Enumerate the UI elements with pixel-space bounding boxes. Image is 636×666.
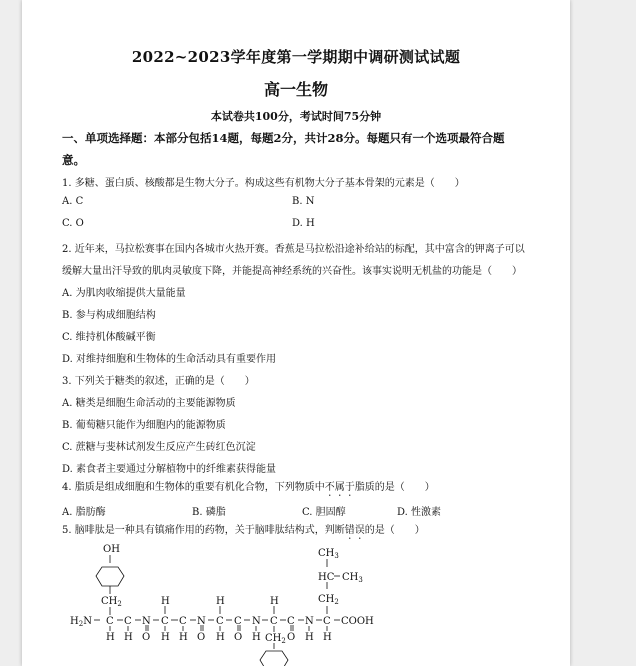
struct-hc: HC xyxy=(318,572,335,583)
section-heading: 一、单项选择题：本部分包括14题，每题2分，共计28分。每题只有一个选项最符合题 xyxy=(62,131,505,145)
q4-stem-pre: 4. 脂质是组成细胞和生物体的重要有机化合物，下列物质中 xyxy=(62,482,325,493)
q2-option-a: A. 为肌肉收缩提供大量能量 xyxy=(62,288,186,299)
q4-stem-post: 脂质的是（ ） xyxy=(354,482,435,493)
struct-h-bot-8: H xyxy=(323,632,332,643)
q4-option-a: A. 脂肪酶 xyxy=(62,507,106,518)
q4-option-d: D. 性激素 xyxy=(397,507,442,518)
struct-h2n: $H_2N$ xyxy=(70,616,92,628)
struct-c-9: C xyxy=(323,616,331,627)
subject-title: 高一生物 xyxy=(263,80,328,99)
q1-option-c: C. O xyxy=(62,218,84,229)
question-1-stem: 1. 多糖、蛋白质、核酸都是生物大分子。构成这些有机物大分子基本骨架的元素是（ ） xyxy=(62,178,465,189)
q5-stem-emphasis: 错误 xyxy=(344,525,365,536)
q5-stem-pre: 5. 脑啡肽是一种具有镇痛作用的药物，关于脑啡肽结构式，判断 xyxy=(62,525,345,536)
q3-option-b: B. 葡萄糖只能作为细胞内的能源物质 xyxy=(62,420,226,431)
struct-n-4: N xyxy=(305,616,314,627)
page-title: 2022~2023学年度第一学期期中调研测试试题 xyxy=(131,48,461,66)
question-3-stem: 3. 下列关于糖类的叙述，正确的是（ ） xyxy=(62,376,255,387)
q4-option-b: B. 磷脂 xyxy=(192,507,226,518)
struct-n-1: N xyxy=(142,616,151,627)
struct-h-bot-7: H xyxy=(305,632,314,643)
q2-option-d: D. 对维持细胞和生物体的生命活动具有重要作用 xyxy=(62,354,277,365)
struct-ch3-right: $CH_3$ xyxy=(342,572,363,584)
q5-stem-post: 的是（ ） xyxy=(364,525,425,536)
struct-o-bot-1: O xyxy=(142,632,151,643)
struct-h-bot-3: H xyxy=(161,632,170,643)
struct-h-bot-1: H xyxy=(106,632,115,643)
question-2-stem-cont: 缓解大量出汗导致的肌肉灵敏度下降，并能提高神经系统的兴奋性。该事实说明无机盐的功能是（ ） xyxy=(62,266,522,277)
struct-ch3: $CH_3$ xyxy=(318,548,339,560)
struct-oh: OH xyxy=(103,544,120,555)
struct-c-1: C xyxy=(106,616,114,627)
enkephalin-structure xyxy=(22,536,570,666)
struct-h-top-3: H xyxy=(270,596,279,607)
exam-meta: 本试卷共100分，考试时间75分钟 xyxy=(210,110,382,123)
struct-c-4: C xyxy=(179,616,187,627)
struct-n-2: N xyxy=(197,616,206,627)
struct-c-3: C xyxy=(161,616,169,627)
q4-option-c: C. 胆固醇 xyxy=(302,507,346,518)
struct-c-2: C xyxy=(124,616,132,627)
q2-option-c: C. 维持机体酸碱平衡 xyxy=(62,332,156,343)
question-4-stem xyxy=(62,478,435,499)
struct-c-8: C xyxy=(287,616,295,627)
struct-c-7: C xyxy=(270,616,278,627)
struct-h-top-2: H xyxy=(216,596,225,607)
struct-h-bot-6: H xyxy=(252,632,261,643)
q2-option-b: B. 参与构成细胞结构 xyxy=(62,310,156,321)
question-2-stem: 2. 近年来，马拉松赛事在国内各城市火热开赛。香蕉是马拉松沿途补给站的标配，其中富含的钾离子可以 xyxy=(62,244,525,255)
q1-option-b: B. N xyxy=(292,196,315,207)
struct-ch2: $CH_2$ xyxy=(101,596,122,608)
struct-cooh: COOH xyxy=(341,616,374,627)
struct-c-6: C xyxy=(234,616,242,627)
section-heading-cont: 意。 xyxy=(62,153,85,167)
struct-h-top-1: H xyxy=(161,596,170,607)
struct-h-bot-2: H xyxy=(124,632,133,643)
struct-n-3: N xyxy=(252,616,261,627)
q3-option-a: A. 糖类是细胞生命活动的主要能源物质 xyxy=(62,398,236,409)
q3-option-d: D. 素食者主要通过分解植物中的纤维素获得能量 xyxy=(62,464,277,475)
q1-option-a: A. C xyxy=(62,196,84,207)
struct-h-bot-4: H xyxy=(179,632,188,643)
struct-h-bot-5: H xyxy=(216,632,225,643)
struct-o-bot-3: O xyxy=(234,632,243,643)
exam-page xyxy=(22,0,570,666)
struct-o-bot-2: O xyxy=(197,632,206,643)
q4-stem-emphasis: 不属于 xyxy=(324,482,355,493)
struct-c-5: C xyxy=(216,616,224,627)
struct-ch2-right: $CH_2$ xyxy=(318,594,339,606)
struct-o-bot-4: O xyxy=(287,632,296,643)
struct-ch2-phe: $CH_2$ xyxy=(265,633,286,645)
q3-option-c: C. 蔗糖与斐林试剂发生反应产生砖红色沉淀 xyxy=(62,442,256,453)
q1-option-d: D. H xyxy=(292,218,315,229)
